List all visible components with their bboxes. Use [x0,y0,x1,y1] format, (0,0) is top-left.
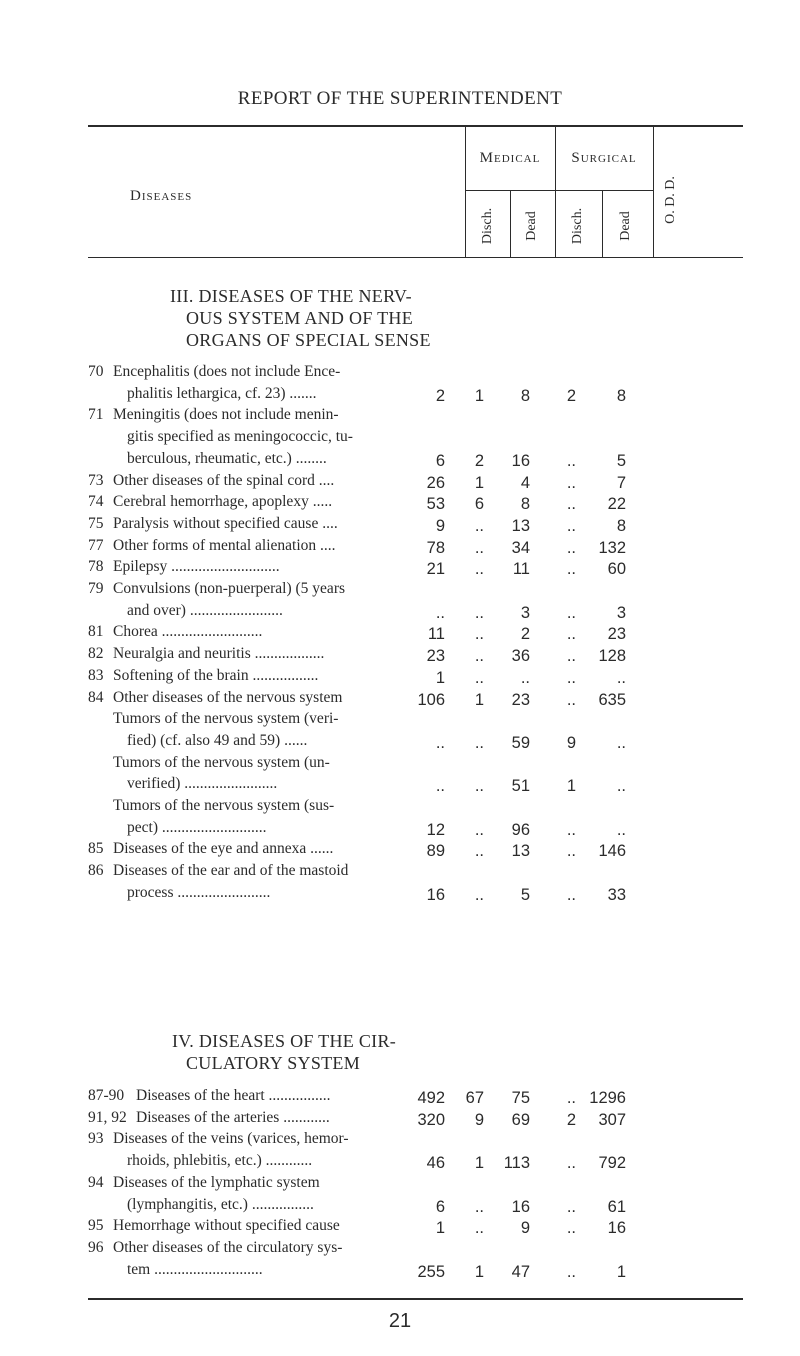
page-number: 21 [388,1310,412,1332]
row-label-line: Diseases of the lymphatic system [113,1173,320,1191]
row-label-line: Epilepsy ............................ [113,558,280,576]
header-divider [465,127,466,258]
row-label-line: Diseases of the heart ................ [136,1087,331,1104]
row-value-odd: 61 [607,1197,626,1216]
row-label-line: Diseases of the veins (varices, hemor- [113,1130,349,1148]
row-value-med-dead: 1 [474,386,484,405]
row-number: 77 [88,536,104,554]
row-value-surg-disch: 8 [520,386,530,405]
section-title-line: III. DISEASES OF THE NERV- [170,286,412,306]
row-value-med-dead: .. [474,820,484,839]
row-label-line: gitis specified as meningococcic, tu- [127,428,353,446]
row-label-line: rhoids, phlebitis, etc.) ............ [127,1152,313,1170]
row-value-surg-dead: .. [566,1219,576,1238]
row-value-med-dead: .. [474,647,484,666]
row-value-med-disch: 492 [417,1089,445,1107]
diseases-header: Diseases [130,188,193,204]
row-value-odd: 1 [616,1262,626,1281]
row-number: 87-90 [88,1087,125,1104]
row-value-surg-dead: 9 [566,733,576,752]
row-value-surg-disch: 47 [511,1262,530,1281]
row-value-odd: 307 [598,1110,626,1129]
row-label-line: Other diseases of the circulatory sys- [113,1238,343,1256]
row-value-surg-disch: 8 [520,495,530,514]
row-value-med-disch: 89 [426,842,445,861]
row-label-line: and over) ........................ [127,601,283,619]
row-value-odd: 132 [598,538,626,557]
row-value-odd: 22 [607,495,626,514]
row-value-surg-dead: .. [566,1197,576,1216]
top-rule [88,125,743,127]
row-value-med-disch: 16 [426,885,445,904]
row-value-med-dead: .. [474,625,484,644]
row-value-surg-dead: .. [566,668,576,687]
row-value-surg-dead: .. [566,473,576,492]
row-value-med-dead: .. [474,538,484,557]
row-label-line: fied) (cf. also 49 and 59) ...... [127,731,308,749]
row-label-line: verified) ........................ [127,775,278,793]
row-value-med-dead: .. [474,516,484,535]
row-value-surg-disch: 113 [503,1154,530,1173]
row-value-odd: .. [616,733,626,752]
row-value-surg-disch: 34 [511,538,530,557]
row-value-med-dead: 1 [474,473,484,492]
row-number: 85 [88,840,104,858]
row-value-med-dead: .. [474,668,484,687]
row-value-surg-disch: 16 [511,451,530,470]
row-value-surg-disch: 36 [511,647,530,666]
row-value-med-dead: .. [474,603,484,622]
row-value-med-disch: 23 [426,647,445,666]
row-value-surg-disch: 69 [511,1110,530,1129]
row-label-line: Tumors of the nervous system (un- [113,753,330,771]
row-number: 84 [88,688,104,706]
row-value-med-dead: 67 [465,1089,484,1107]
row-value-odd: 5 [616,451,626,470]
row-value-surg-disch: 11 [512,560,530,579]
row-label-line: Chorea .......................... [113,623,263,641]
medical-disch-header: Disch. [480,207,495,245]
row-label-line: Meningitis (does not include menin- [113,406,339,424]
row-value-odd: 792 [598,1154,626,1173]
row-label-line: Hemorrhage without specified cause [113,1217,340,1235]
row-label-line: Tumors of the nervous system (sus- [113,797,335,814]
row-value-surg-dead: .. [566,647,576,666]
row-label-line: Diseases of the ear and of the mastoid [113,862,349,880]
row-number: 95 [88,1217,104,1235]
row-label-line: Other diseases of the spinal cord .... [113,471,335,489]
section-title-line: CULATORY SYSTEM [186,1053,361,1073]
section-title-line: OUS SYSTEM AND OF THE [186,308,414,328]
odd-header: O. D. D. [663,176,678,224]
row-label-line: Neuralgia and neuritis .................. [113,645,325,663]
row-value-surg-dead: .. [566,538,576,557]
row-label-line: process ........................ [127,883,271,901]
row-value-surg-disch: .. [520,668,530,687]
row-value-surg-disch: 13 [511,842,530,861]
row-value-med-disch: 78 [426,538,445,557]
row-value-odd: 16 [607,1219,626,1238]
row-value-odd: .. [616,820,626,839]
row-value-surg-disch: 96 [511,820,530,839]
row-value-med-dead: .. [474,777,484,796]
row-value-med-disch: 6 [435,451,445,470]
row-value-odd: 146 [598,842,626,861]
row-value-odd: 1296 [589,1089,626,1107]
row-value-odd: 3 [616,603,626,622]
page-title: REPORT OF THE SUPERINTENDENT [237,88,563,109]
row-value-odd: .. [616,668,626,687]
row-number: 78 [88,558,104,576]
header-divider [510,190,511,258]
row-label-line: Tumors of the nervous system (veri- [113,710,339,728]
row-number: 83 [88,666,104,684]
row-number: 82 [88,645,104,663]
row-value-med-disch: 26 [426,473,445,492]
row-value-med-dead: .. [474,1219,484,1238]
row-value-med-dead: 1 [474,690,484,709]
row-label-line: Softening of the brain ................. [113,666,319,684]
row-label-line: phalitis lethargica, cf. 23) ....... [127,384,317,402]
row-label-line: Diseases of the eye and annexa ...... [113,840,334,858]
row-value-odd: 8 [616,386,626,405]
row-value-med-dead: 6 [474,495,484,514]
section-title-line: IV. DISEASES OF THE CIR- [172,1031,397,1051]
row-value-surg-disch: 59 [511,733,530,752]
row-number: 94 [88,1173,104,1191]
row-value-surg-dead: .. [566,690,576,709]
row-number: 93 [88,1130,104,1148]
row-value-surg-dead: 2 [566,386,576,405]
row-value-med-dead: 2 [474,451,484,470]
row-value-odd: 33 [607,885,626,904]
medical-header: Medical [479,150,541,166]
row-value-surg-dead: .. [566,1089,576,1107]
row-value-med-dead: .. [474,733,484,752]
row-value-odd: .. [616,777,626,796]
row-value-surg-dead: .. [566,560,576,579]
row-value-surg-disch: 13 [511,516,530,535]
header-subrule [465,190,653,191]
row-value-med-disch: 1 [435,1219,445,1238]
row-value-surg-dead: .. [566,885,576,904]
row-value-surg-disch: 9 [520,1219,530,1238]
row-value-med-disch: 11 [427,625,445,644]
row-value-surg-disch: 4 [520,473,530,492]
row-value-surg-disch: 16 [511,1197,530,1216]
row-value-surg-dead: .. [566,516,576,535]
row-value-med-disch: 12 [426,820,445,839]
row-value-med-disch: 255 [417,1262,445,1281]
row-value-med-disch: .. [435,733,445,752]
row-number: 79 [88,580,104,597]
row-value-surg-dead: .. [566,495,576,514]
row-value-med-disch: 53 [426,495,445,514]
row-value-med-dead: 1 [474,1262,484,1281]
row-value-surg-disch: 2 [520,625,530,644]
row-value-med-dead: .. [474,1197,484,1216]
row-value-surg-dead: 2 [566,1110,576,1129]
row-value-surg-dead: .. [566,842,576,861]
row-value-surg-disch: 3 [520,603,530,622]
row-value-med-dead: .. [474,885,484,904]
row-label-line: (lymphangitis, etc.) ................ [127,1195,314,1213]
row-label-line: pect) ........................... [127,818,267,836]
row-number: 74 [88,493,104,511]
row-label-line: Other forms of mental alienation .... [113,536,336,554]
row-label-line: Other diseases of the nervous system [113,688,343,706]
row-number: 86 [88,862,104,880]
row-value-odd: 635 [598,690,626,709]
row-label-line: Diseases of the arteries ............ [136,1108,330,1126]
row-value-med-disch: .. [435,603,445,622]
row-value-med-dead: .. [474,842,484,861]
row-label-line: Convulsions (non-puerperal) (5 years [113,580,346,597]
row-label-line: Encephalitis (does not include Ence- [113,363,341,380]
row-value-surg-dead: 1 [566,777,576,796]
row-value-med-disch: .. [435,777,445,796]
header-divider [602,190,603,258]
row-value-odd: 8 [616,516,626,535]
row-value-med-dead: 1 [474,1154,484,1173]
row-value-surg-dead: .. [566,1262,576,1281]
row-value-med-disch: 6 [435,1197,445,1216]
row-value-surg-dead: .. [566,451,576,470]
row-value-med-disch: 320 [417,1110,445,1129]
medical-dead-header: Dead [524,211,539,241]
row-value-surg-dead: .. [566,625,576,644]
row-value-surg-dead: .. [566,820,576,839]
row-value-surg-disch: 5 [520,885,530,904]
row-value-surg-dead: .. [566,1154,576,1173]
row-label-line: Cerebral hemorrhage, apoplexy ..... [113,493,333,511]
row-value-med-disch: 46 [426,1154,445,1173]
row-value-odd: 60 [607,560,626,579]
row-value-odd: 23 [607,625,626,644]
row-value-surg-disch: 23 [511,690,530,709]
row-label-line: tem ............................ [127,1260,263,1278]
row-value-surg-disch: 75 [511,1089,530,1107]
bottom-rule [88,1298,743,1300]
row-number: 73 [88,471,104,489]
row-value-med-disch: 106 [417,690,445,709]
header-divider [555,127,556,258]
row-label-line: Paralysis without specified cause .... [113,514,338,532]
surgical-disch-header: Disch. [570,207,585,245]
row-value-odd: 128 [598,647,626,666]
surgical-dead-header: Dead [618,211,633,241]
row-value-med-disch: 1 [435,668,445,687]
row-value-med-dead: 9 [474,1110,484,1129]
row-value-odd: 7 [616,473,626,492]
surgical-header: Surgical [571,150,637,166]
section-title-line: ORGANS OF SPECIAL SENSE [186,330,431,350]
row-number: 71 [88,406,104,424]
row-value-med-dead: .. [474,560,484,579]
row-value-surg-dead: .. [566,603,576,622]
row-number: 70 [88,363,104,380]
row-number: 96 [88,1238,104,1256]
row-value-med-disch: 2 [435,386,445,405]
row-number: 81 [88,623,104,641]
header-bottom-rule [88,257,743,258]
row-value-surg-disch: 51 [511,777,530,796]
row-label-line: berculous, rheumatic, etc.) ........ [127,449,327,467]
row-value-med-disch: 9 [435,516,445,535]
row-value-med-disch: 21 [426,560,445,579]
row-number: 75 [88,514,104,532]
header-divider [653,127,654,258]
row-number: 91, 92 [88,1108,127,1126]
